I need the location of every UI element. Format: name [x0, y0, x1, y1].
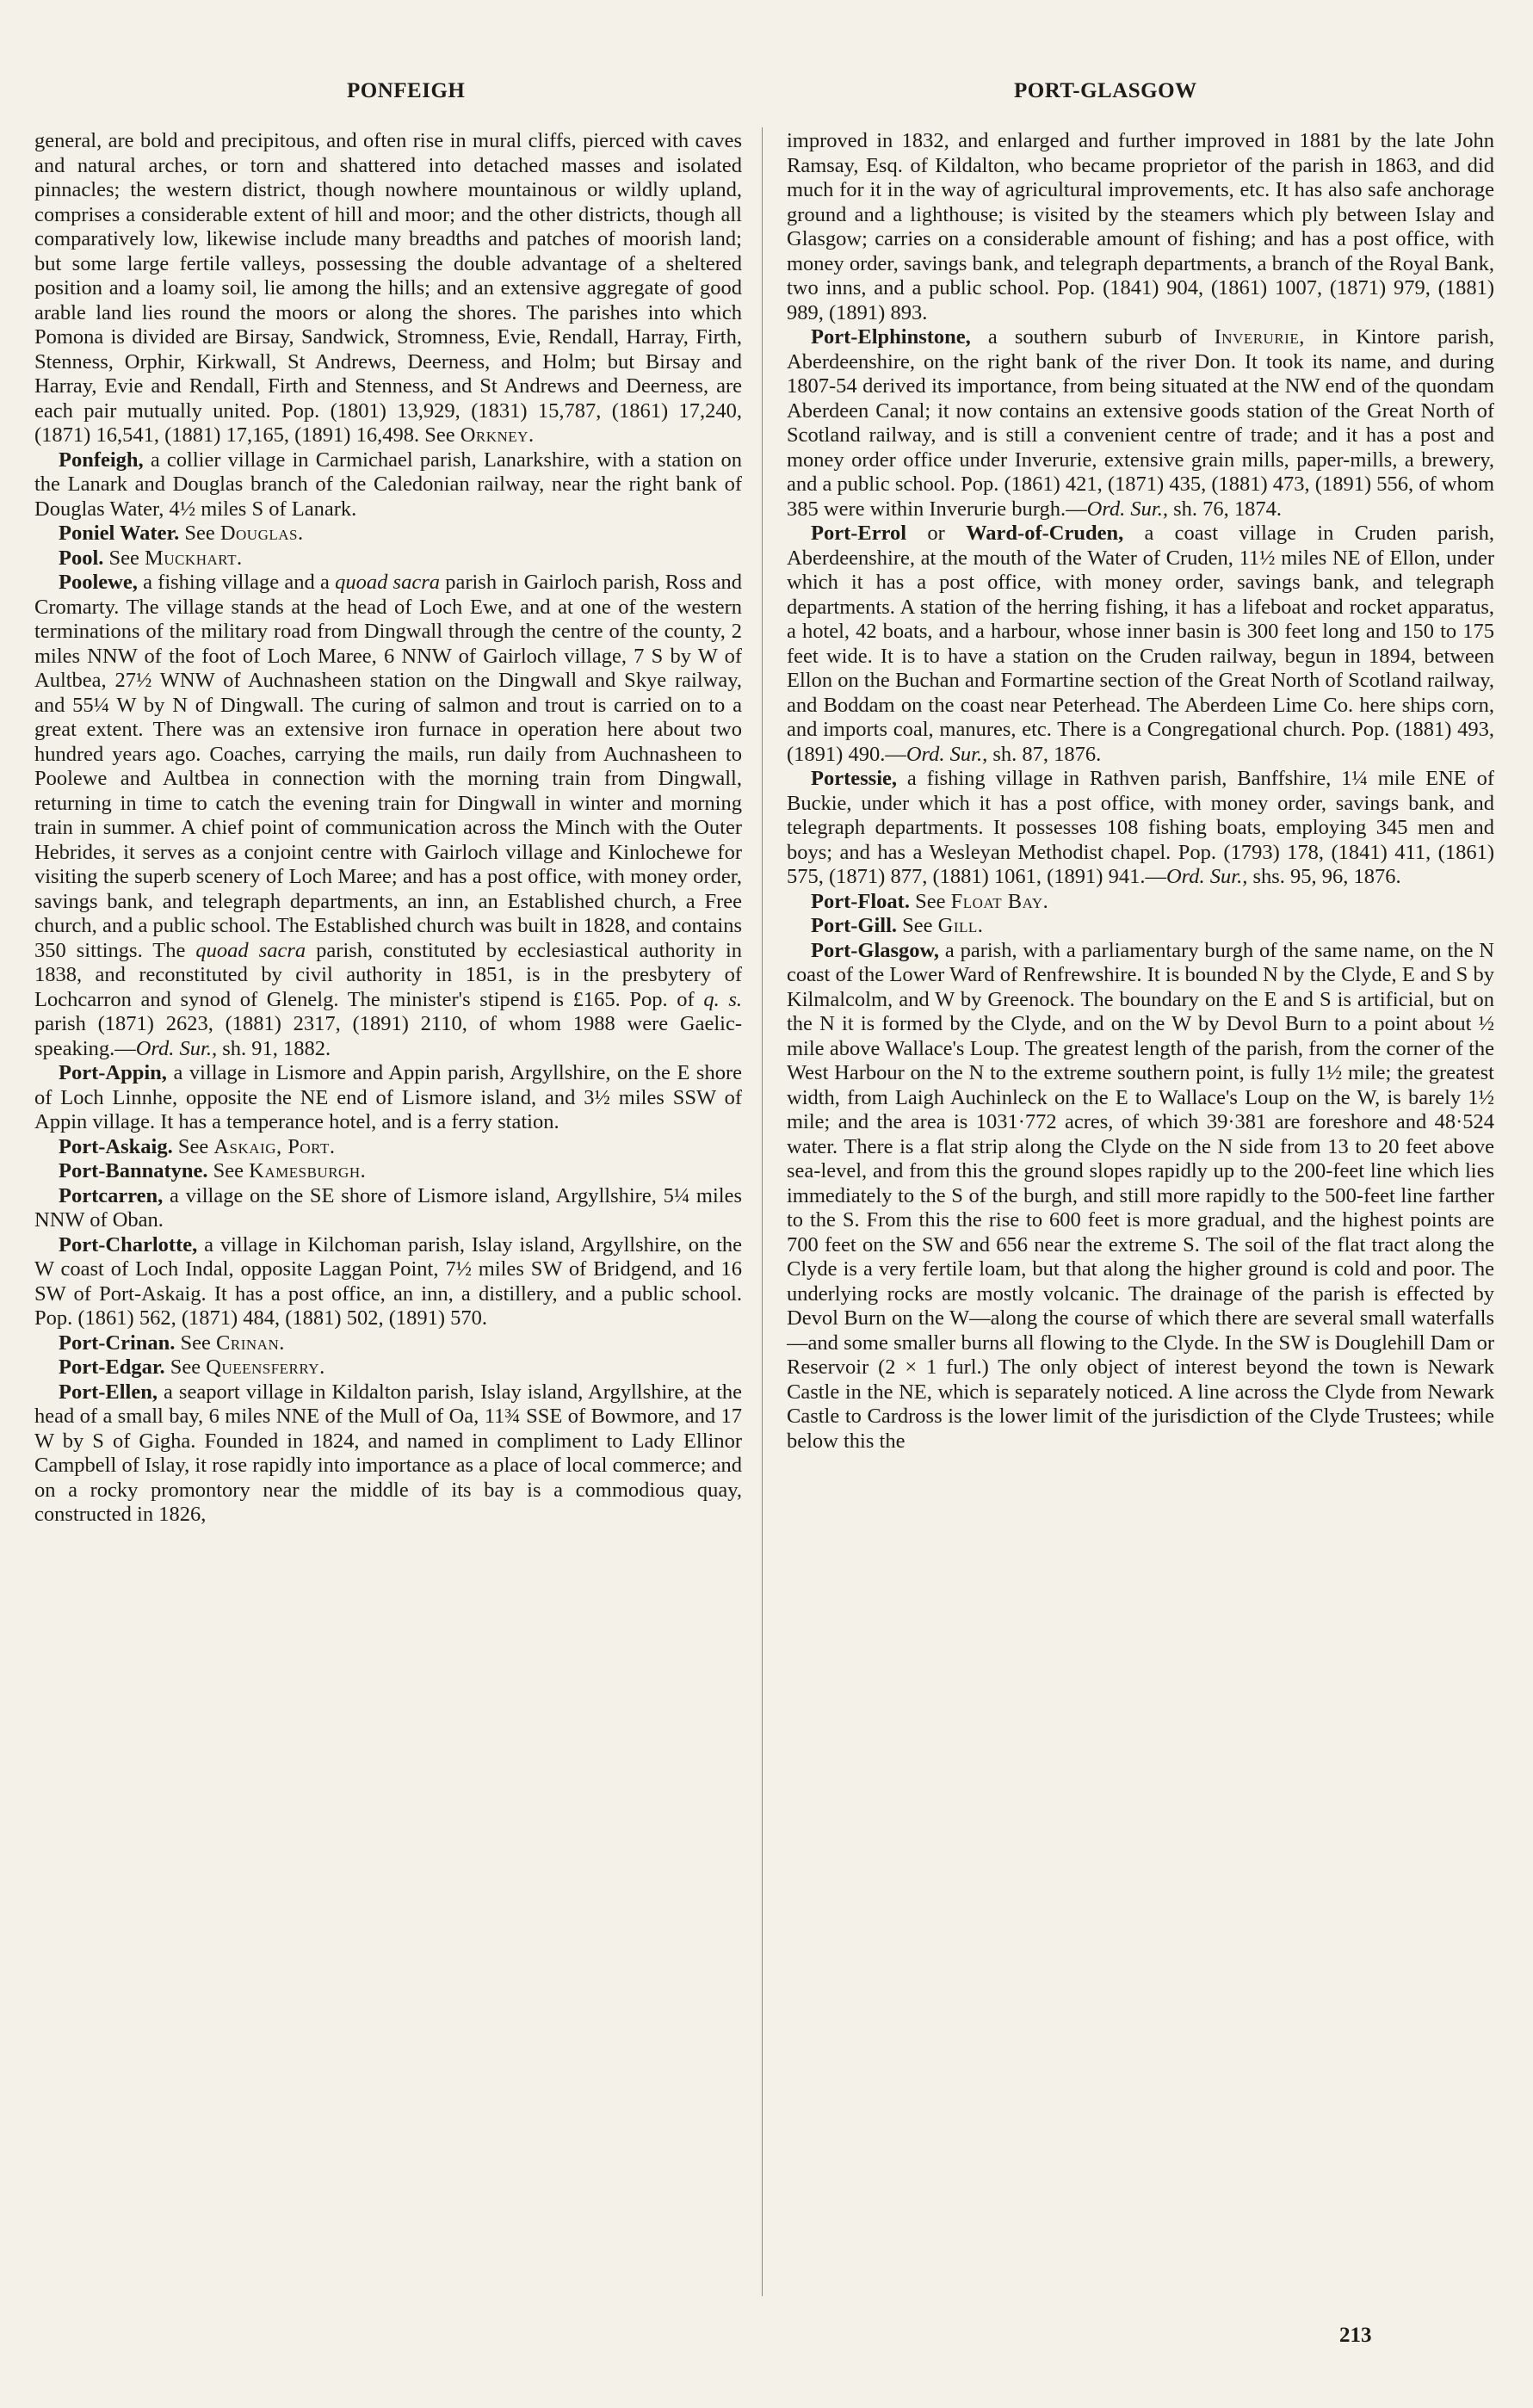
left-column	[34, 129, 742, 2306]
cross-reference: Float Bay.	[950, 889, 1049, 913]
cross-reference: Askaig, Port.	[213, 1134, 336, 1158]
sheet-ref: shs. 95, 96, 1876.	[1252, 865, 1401, 888]
cross-reference: Gill.	[937, 914, 984, 937]
entry-headword: Port-Charlotte,	[59, 1232, 198, 1256]
entry-headword: Port-Float.	[811, 889, 910, 913]
entry-text: a seaport village in Kildalton parish, Islay island, Argyllshire, at the head of a small bay, 6 miles NNE of the Mull of Oa, 11¾ SSE of Bowmore, and 17 W by S of Gigha. Founded in 1824, and named in compliment to Lady Ellinor Campbell of Islay, it rose rapidly into importance as a place of local commerce; and on a rocky promontory near the middle of its bay is a commodious quay, constructed in 1826,	[34, 1380, 742, 1526]
entry-ponfeigh	[34, 448, 742, 522]
entry-port-elphinstone	[787, 325, 1494, 522]
entry-port-askaig	[34, 1135, 742, 1160]
entry-poniel-water	[34, 522, 742, 546]
entry-portcarren	[34, 1184, 742, 1233]
entry-port-bannatyne	[34, 1159, 742, 1184]
entry-port-ellen	[34, 1380, 742, 1528]
entry-port-glasgow	[787, 939, 1494, 1454]
entry-text: parish (1871) 2623, (1881) 2317, (1891) 2110, of whom 1988 were Gaelic-speaking.—	[34, 1012, 742, 1060]
entry-headword: Port-Edgar.	[59, 1355, 165, 1379]
see-label: See	[170, 1355, 201, 1379]
see-label: See	[184, 522, 215, 545]
entry-text: a fishing village in Rathven parish, Banffshire, 1¼ mile ENE of Buckie, under which it has a post office, with money order, savings bank, and telegraph departments. It possesses 108 fishing boats, employing 345 men and boys; and has a Wesleyan Methodist chapel. Pop. (1793) 178, (1841) 411, (1861) 575, (1871) 877, (1881) 1061, (1891) 941.—	[787, 767, 1494, 888]
entry-headword-alt: Ward-of-Cruden,	[966, 522, 1124, 545]
sheet-ref: sh. 87, 1876.	[992, 742, 1102, 766]
cross-reference: Inverurie,	[1214, 325, 1305, 349]
entry-text: a collier village in Carmichael parish, Lanarkshire, with a station on the Lanark and Douglas branch of the Caledonian railway, near the right bank of Douglas Water, 4½ miles S of Lanark.	[34, 448, 742, 521]
entry-port-charlotte	[34, 1233, 742, 1331]
entry-headword: Portessie,	[811, 767, 897, 790]
page-number: 213	[1339, 2324, 1372, 2347]
entry-pomona-continued	[34, 129, 742, 448]
entry-text: a fishing village and a	[143, 571, 330, 594]
entry-headword: Pool.	[59, 546, 104, 570]
cross-reference: Muckhart.	[145, 546, 243, 570]
running-head-left: PONFEIGH	[347, 79, 466, 102]
entry-text: a village on the SE shore of Lismore island, Argyllshire, 5¼ miles NNW of Oban.	[34, 1183, 742, 1232]
italic-term: q. s.	[703, 987, 742, 1011]
entry-text: improved in 1832, and enlarged and further improved in 1881 by the late John Ramsay, Esq. of Kildalton, who became proprietor of the parish in 1863, and did much for it in the way of agricultural improvements, etc. It has also safe anchorage ground and a lighthouse; is visited by the steamers which ply between Islay and Glasgow; carries on a considerable amount of fishing; and has a post office, with money order, savings bank, and telegraph departments, a branch of the Royal Bank, two inns, and a public school. Pop. (1841) 904, (1861) 1007, (1871) 979, (1881) 989, (1891) 893.	[787, 129, 1494, 324]
entry-text: a village in Kilchoman parish, Islay island, Argyllshire, on the W coast of Loch Indal, opposite Laggan Point, 7½ miles SW of Bridgend, and 16 SW of Port-Askaig. It has a post office, an inn, a distillery, and a public school. Pop. (1861) 562, (1871) 484, (1881) 502, (1891) 570.	[34, 1232, 742, 1330]
see-label: See	[180, 1331, 211, 1355]
see-label: See	[108, 546, 139, 570]
cross-reference: Douglas.	[219, 522, 304, 545]
entry-pool	[34, 546, 742, 571]
entry-port-ellen-continued	[787, 129, 1494, 325]
see-label: See	[177, 1134, 209, 1158]
entry-port-crinan	[34, 1331, 742, 1356]
entry-headword: Port-Gill.	[811, 914, 898, 937]
cross-reference: Kamesburgh.	[249, 1159, 367, 1182]
entry-headword: Port-Glasgow,	[811, 938, 940, 962]
entry-headword: Poolewe,	[59, 571, 138, 594]
entry-headword: Ponfeigh,	[59, 448, 144, 472]
entry-headword: Port-Crinan.	[59, 1331, 176, 1355]
entry-text: parish in Gairloch parish, Ross and Cromarty. The village stands at the head of Loch Ewe, and at one of the western terminations of the military road from Dingwall through the centre of the county, 2 miles NNW of the foot of Loch Maree, 6 NNW of Gairloch village, 7 S by W of Aultbea, 27½ WNW of Auchnasheen station on the Dingwall and Skye railway, and 55¼ W by N of Dingwall. The curing of salmon and trout is carried on to a great extent. There was an extensive iron furnace in operation here about two hundred years ago. Coaches, carrying the mails, run daily from Auchnasheen to Poolewe and Aultbea in connection with the morning train from Dingwall, returning in time to catch the evening train for Dingwall in winter and morning train in summer. A chief point of communication across the Minch with the Outer Hebrides, it serves as a conjoint centre with Gairloch village and Kinlochewe for visiting the superb scenery of Loch Maree; and has a post office, with money order, savings bank, and telegraph departments, an inn, an Established church, a Free church, and a public school. The Established church was built in 1828, and contains 350 sittings. The	[34, 571, 742, 962]
entry-text: a coast village in Cruden parish, Aberdeenshire, at the mouth of the Water of Cruden, 11½ miles NE of Ellon, under which it has a post office, with money order, savings bank, and telegraph departments. A station of the herring fishing, it has a lifeboat and rocket apparatus, a hotel, 42 boats, and a harbour, whose inner basin is 300 feet long and 150 to 175 feet wide. It is to have a station on the Cruden railway, begun in 1894, between Ellon on the Buchan and Formartine section of the Great North of Scotland railway, and Boddam on the coast near Peterhead. The Aberdeen Lime Co. here ships corn, and imports coal, manures, etc. There is a Congregational church. Pop. (1881) 493, (1891) 490.—	[787, 522, 1494, 766]
entry-port-appin	[34, 1061, 742, 1135]
italic-term: quoad sacra	[335, 571, 440, 594]
entry-headword: Port-Ellen,	[59, 1380, 158, 1404]
entry-text: a village in Lismore and Appin parish, Argyllshire, on the E shore of Loch Linnhe, opposite the NE end of Lismore island, and 3½ miles SSW of Appin village. It has a temperance hotel, and is a ferry station.	[34, 1061, 742, 1133]
italic-term: quoad sacra	[195, 938, 306, 962]
entry-headword: Poniel Water.	[59, 522, 180, 545]
sheet-ref: sh. 76, 1874.	[1173, 497, 1283, 521]
entry-headword: Port-Bannatyne.	[59, 1159, 208, 1182]
entry-port-float	[787, 890, 1494, 915]
entry-headword: Port-Errol	[811, 522, 907, 545]
entry-text: in Kintore parish, Aberdeenshire, on the right bank of the river Don. It took its name, and during 1807-54 derived its importance, from being situated at the NW end of the quondam Aberdeen Canal; it now contains an extensive goods station of the Great North of Scotland railway, and is still a convenient centre of trade; and it has a post and money order office under Inverurie, extensive grain mills, paper-mills, a brewery, and a public school. Pop. (1861) 421, (1871) 435, (1881) 473, (1891) 556, of whom 385 were within Inverurie burgh.—	[787, 325, 1494, 521]
ordnance-survey-ref: Ord. Sur.,	[1165, 865, 1248, 888]
right-column	[787, 129, 1494, 2306]
cross-reference: Orkney.	[460, 423, 535, 447]
cross-reference: Crinan.	[216, 1331, 285, 1355]
entry-port-errol	[787, 522, 1494, 767]
entry-text: parish, constituted by ecclesiastical authority in 1838, and reconstituted by civil authority in 1851, is in the presbytery of Lochcarron and synod of Glenelg. The minister's stipend is £165. Pop. of	[34, 938, 742, 1011]
ordnance-survey-ref: Ord. Sur.,	[135, 1036, 218, 1060]
ordnance-survey-ref: Ord. Sur.,	[906, 742, 988, 766]
cross-reference: Queensferry.	[206, 1355, 325, 1379]
entry-headword: Port-Askaig.	[59, 1134, 173, 1158]
entry-headword: Portcarren,	[59, 1183, 164, 1207]
entry-portessie	[787, 767, 1494, 890]
entry-poolewe	[34, 571, 742, 1061]
entry-headword: Port-Elphinstone,	[811, 325, 971, 349]
entry-port-gill	[787, 914, 1494, 939]
entry-headword: Port-Appin,	[59, 1061, 167, 1084]
column-divider	[762, 127, 763, 2296]
sheet-ref: sh. 91, 1882.	[222, 1036, 331, 1060]
entry-text: or	[927, 522, 945, 545]
see-label: See	[213, 1159, 244, 1182]
running-head-right: PORT-GLASGOW	[1014, 79, 1197, 102]
entry-text: a parish, with a parliamentary burgh of the same name, on the N coast of the Lower Ward of Renfrewshire. It is bounded N by the Clyde, E and S by Kilmalcolm, and W by Greenock. The boundary on the E and S is artificial, but on the N it is formed by the Clyde, and on the W by Devol Burn to a point about ½ mile above Wallace's Loup. The greatest length of the parish, from the corner of the West Harbour on the N to the extreme southern point, is fully 1½ mile; the greatest width, from Laigh Auchinleck on the E to Wallace's Loup on the W, is barely 1½ mile; and the area is 1031·772 acres, of which 39·381 are foreshore and 48·524 water. There is a flat strip along the Clyde on the N side from 13 to 20 feet above sea-level, and from this the ground slopes rapidly up to the 200-feet line which lies immediately to the S of the burgh, and still more rapidly to the 500-feet line farther to the S. From this the rise to 600 feet is more gradual, and the highest points are 700 feet on the SW and 656 near the extreme S. The soil of the flat tract along the Clyde is a very fertile loam, but that along the higher ground is cold and poor. The underlying rocks are mostly volcanic. The drainage of the parish is effected by Devol Burn on the W—along the course of which there are several small waterfalls—and some smaller burns all flowing to the Clyde. In the SW is Douglehill Dam or Reservoir (2 × 1 furl.) The only object of interest beyond the town is Newark Castle in the NE, which is separately noticed. A line across the Clyde from Newark Castle to Cardross is the lower limit of the jurisdiction of the Clyde Trustees; while below this the	[787, 938, 1494, 1453]
see-label: See	[915, 889, 946, 913]
ordnance-survey-ref: Ord. Sur.,	[1086, 497, 1168, 521]
entry-port-edgar	[34, 1355, 742, 1380]
entry-text: general, are bold and precipitous, and often rise in mural cliffs, pierced with caves and natural arches, or torn and shattered into detached masses and isolated pinnacles; the western district, though nowhere mountainous or wildly upland, comprises a considerable extent of hill and moor; and the other districts, though all comparatively low, likewise include many breadths and patches of moorish land; but some large fertile valleys, possessing the double advantage of a sheltered position and a loamy soil, lie among the hills; and an extensive aggregate of good arable land lies round the moors or along the shores. The parishes into which Pomona is divided are Birsay, Sandwick, Stromness, Evie, Rendall, Harray, Firth, Stenness, Orphir, Kirkwall, St Andrews, Deerness, and Holm; but Birsay and Harray, Evie and Rendall, Firth and Stenness, and St Andrews and Deerness, are each pair mutually united. Pop. (1801) 13,929, (1831) 15,787, (1861) 17,240, (1871) 16,541, (1881) 17,165, (1891) 16,498. See	[34, 129, 742, 447]
entry-text: a southern suburb of	[987, 325, 1197, 349]
see-label: See	[902, 914, 933, 937]
